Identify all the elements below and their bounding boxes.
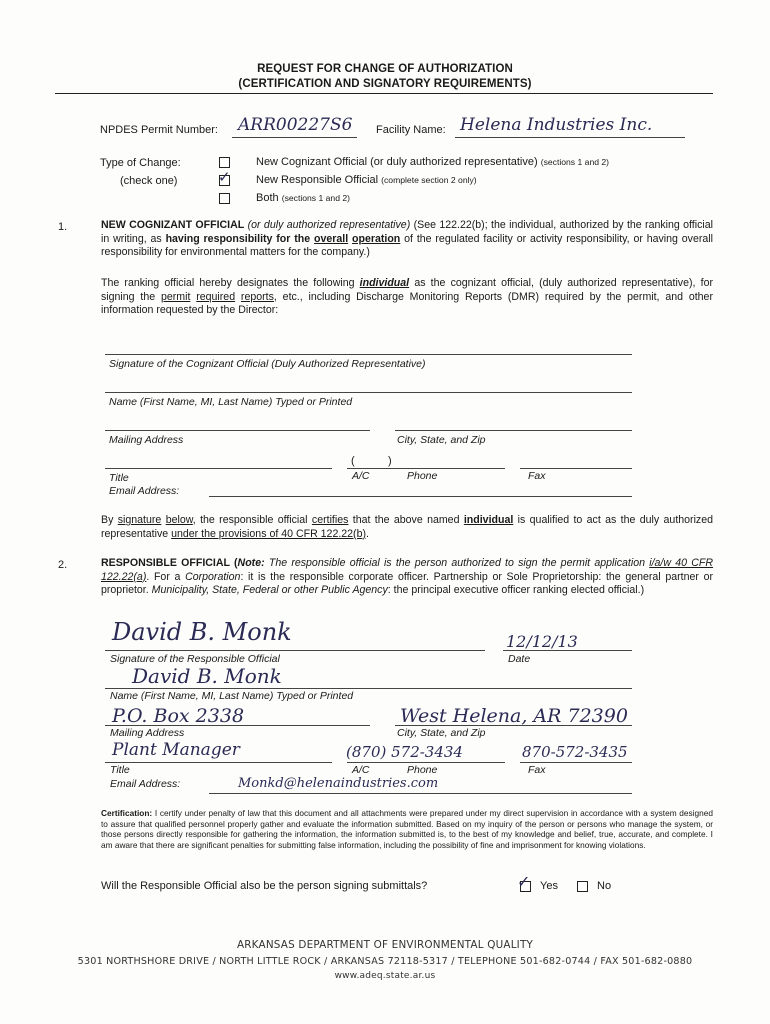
section2-text-a: . For a (146, 570, 181, 583)
footer-agency: ARKANSAS DEPARTMENT OF ENVIRONMENTAL QUALITY (236, 939, 534, 951)
section1-text-a: (See 122.22(b); the individual, authorized by the ranking official in writing, as (101, 219, 713, 245)
section2-corp: Corporation (185, 570, 241, 583)
responsible-email-value[interactable]: Monkd@helenaindustries.com (238, 776, 439, 791)
cognizant-ac-close-paren: ) (388, 455, 392, 467)
section1-operation: operation (352, 232, 401, 245)
para2-required: required (196, 290, 236, 303)
option-both-checkbox[interactable] (219, 193, 230, 204)
option-responsible-check-mark: ✓ (218, 168, 231, 186)
cognizant-city-label: City, State, and Zip (397, 434, 486, 446)
section2-text-c: : the principal executive officer ranking elected official.) (387, 584, 645, 597)
yes-label: Yes (540, 880, 558, 892)
section2-note-text: The responsible official is the person authorized to sign the permit application (268, 557, 645, 569)
section1-designation-paragraph (101, 277, 713, 318)
form-title-line1: REQUEST FOR CHANGE OF AUTHORIZATION (257, 63, 513, 75)
responsible-date-line (503, 650, 632, 651)
para2-individual: individual (359, 277, 410, 289)
option-responsible-row (256, 174, 477, 186)
cognizant-city-line[interactable] (395, 430, 632, 431)
option-cognizant-row (256, 156, 609, 168)
section1-number: 1. (58, 221, 68, 233)
responsible-email-label: Email Address: (110, 778, 181, 790)
section1-bold-a: having responsibility for the (165, 232, 311, 245)
para3-individual: individual (463, 514, 514, 526)
certification-label: Certification: (101, 808, 153, 818)
permit-number-value[interactable]: ARR00227S6 (238, 115, 353, 135)
para3-certifies: certifies (311, 514, 349, 526)
para3-below: below (165, 514, 193, 526)
cognizant-name-label: Name (First Name, MI, Last Name) Typed or Printed (109, 396, 353, 408)
option-cognizant-checkbox[interactable] (219, 157, 230, 168)
option-responsible-note: (complete section 2 only) (381, 175, 477, 185)
responsible-name-line (105, 688, 632, 689)
option-both-label: Both (256, 192, 279, 204)
permit-number-label: NPDES Permit Number: (100, 124, 218, 136)
section1-heading-paren: (or duly authorized representative) (247, 219, 411, 231)
responsible-mailing-value[interactable]: P.O. Box 2338 (112, 705, 245, 727)
cognizant-ac-open-paren: ( (351, 455, 355, 467)
cognizant-signature-line[interactable] (105, 354, 632, 355)
facility-name-label: Facility Name: (376, 124, 446, 136)
para3-by: By (101, 514, 114, 526)
cognizant-ac-label: A/C (352, 470, 370, 482)
responsible-city-label: City, State, and Zip (397, 727, 486, 739)
signing-submittals-question: Will the Responsible Official also be the person signing submittals? (101, 880, 428, 892)
para2-text-a: The ranking official hereby designates the following (101, 277, 355, 289)
facility-name-value[interactable]: Helena Industries Inc. (460, 115, 653, 135)
certification-paragraph (101, 808, 713, 850)
responsible-fax-label: Fax (528, 764, 546, 776)
responsible-fax-value[interactable]: 870-572-3435 (522, 743, 628, 761)
certifies-paragraph: By signature below, the responsible official certifies that the above named individual is qualified to act as the duly authorized representative under the provisions of 40 CFR 122.22(b). (101, 514, 714, 540)
responsible-city-value[interactable]: West Helena, AR 72390 (400, 705, 628, 727)
responsible-title-value[interactable]: Plant Manager (112, 740, 240, 760)
cognizant-email-line[interactable] (209, 496, 632, 497)
responsible-ac-label: A/C (352, 764, 370, 776)
check-one-label: (check one) (120, 175, 178, 187)
responsible-title-label: Title (110, 764, 130, 776)
responsible-phone-line (347, 762, 505, 763)
responsible-date-label: Date (508, 653, 531, 665)
responsible-mailing-line (105, 725, 370, 726)
responsible-name-value[interactable]: David B. Monk (132, 664, 282, 688)
responsible-email-line (209, 793, 632, 794)
para3-text-c: that the above named (352, 514, 460, 526)
cognizant-mailing-line[interactable] (105, 430, 370, 431)
para3-text-d: is qualified to act as the duly authorized representative (101, 514, 714, 540)
para3-text-e: under the provisions of 40 CFR 122.22(b) (171, 527, 367, 540)
section1-overall: overall (314, 232, 349, 245)
cognizant-name-line[interactable] (105, 392, 632, 393)
responsible-signature-line (105, 650, 485, 651)
cognizant-fax-label: Fax (528, 470, 546, 482)
responsible-mailing-label: Mailing Address (110, 727, 185, 739)
cognizant-title-label: Title (109, 472, 129, 484)
para2-text-c: , etc., including Discharge Monitoring Reports (DMR) required by the permit, and other information requested by the Director: (101, 290, 713, 317)
para2-permit: permit (160, 290, 191, 303)
para3-text-b: , the responsible official (192, 514, 308, 526)
responsible-signature[interactable]: David B. Monk (112, 618, 292, 646)
option-responsible-label: New Responsible Official (256, 174, 379, 186)
responsible-city-line (395, 725, 632, 726)
cognizant-fax-line[interactable] (520, 468, 632, 469)
header-rule (55, 93, 713, 94)
para2-reports: reports (240, 290, 274, 303)
permit-number-line (232, 137, 357, 138)
footer-website[interactable]: www.adeq.state.ar.us (334, 971, 436, 981)
no-checkbox[interactable] (577, 881, 588, 892)
para3-signature: signature (117, 514, 162, 526)
cognizant-phone-line[interactable] (347, 468, 505, 469)
section1-text-b: of the regulated facility or activity responsibility, or having overall responsibility for environmental matters for the company.) (101, 232, 713, 259)
option-cognizant-note: (sections 1 and 2) (540, 157, 610, 167)
yes-check-mark: ✓ (517, 872, 531, 891)
responsible-name-label: Name (First Name, MI, Last Name) Typed or Printed (110, 690, 354, 702)
option-cognizant-label: New Cognizant Official (or duly authorized representative) (256, 156, 538, 168)
form-title-line2: (CERTIFICATION AND SIGNATORY REQUIREMENTS) (238, 78, 532, 90)
option-both-row (256, 192, 350, 204)
cognizant-mailing-label: Mailing Address (109, 434, 184, 446)
section2-heading: RESPONSIBLE OFFICIAL ( (101, 557, 238, 569)
responsible-phone-value[interactable]: (870) 572-3434 (346, 743, 463, 761)
cognizant-title-line[interactable] (105, 468, 332, 469)
responsible-phone-label: Phone (407, 764, 438, 776)
cognizant-phone-label: Phone (407, 470, 438, 482)
cognizant-email-label: Email Address: (109, 485, 180, 497)
responsible-date-value[interactable]: 12/12/13 (506, 632, 578, 651)
section2-text-b: : it is the responsible corporate officer. Partnership or Sole Proprietorship: the general partner or proprietor. (101, 570, 713, 597)
responsible-signature-label: Signature of the Responsible Official (110, 653, 280, 665)
facility-name-line (455, 137, 685, 138)
option-both-note: (sections 1 and 2) (281, 193, 351, 203)
section2-ref: i/a/w 40 CFR 122.22(a) (101, 557, 713, 583)
certification-text: I certify under penalty of law that this document and all attachments were prepared under my direct supervision in accordance with a system designed to assure that qualified personnel properly gather and evaluate the information submitted. Based on my inquiry of the person or persons who manage the system, or those persons directly responsible for gathering the information, the information submitted is, to the best of my knowledge and belief, true, accurate, and complete. I am aware that there are significant penalties for submitting false information, including the possibility of fine and imprisonment for knowing violations. (101, 808, 713, 850)
section1-paragraph (101, 219, 713, 260)
footer-address: 5301 NORTHSHORE DRIVE / NORTH LITTLE ROCK / ARKANSAS 72118-5317 / TELEPHONE 501-682-0744 / FAX 501-682-0880 (77, 956, 693, 967)
section2-muni: Municipality, State, Federal or other Public Agency (151, 584, 388, 597)
section2-note-bold: Note: (237, 557, 265, 569)
cognizant-signature-label: Signature of the Cognizant Official (Duly Authorized Representative) (109, 358, 426, 370)
section2-paragraph (101, 557, 713, 598)
section1-heading: NEW COGNIZANT OFFICIAL (101, 219, 245, 231)
para2-text-b: as the cognizant official, (duly authorized representative), for signing the (101, 277, 713, 303)
type-of-change-label: Type of Change: (100, 157, 181, 169)
no-label: No (597, 880, 612, 892)
responsible-title-line (105, 762, 332, 763)
responsible-fax-line (520, 762, 632, 763)
section2-number: 2. (58, 559, 68, 571)
